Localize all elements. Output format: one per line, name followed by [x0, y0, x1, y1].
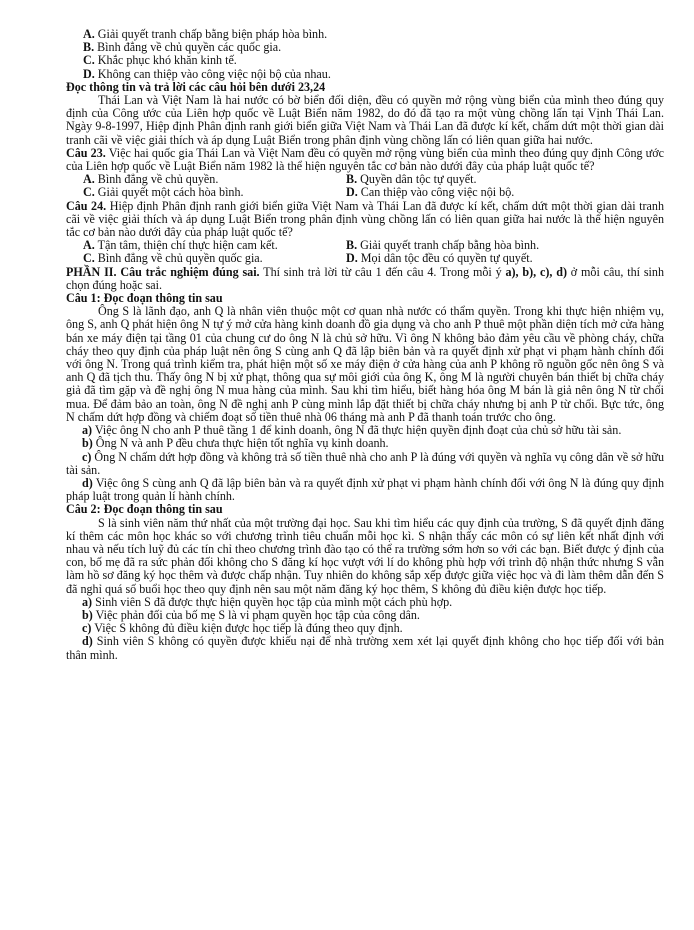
option-a: A. Giải quyết tranh chấp bằng biện pháp hòa bình.	[83, 27, 328, 41]
question-2-heading: Câu 2: Đọc đoạn thông tin sau	[66, 502, 223, 517]
question-2-item-b: b) Việc phản đối của bố mẹ S là vi phạm quyền học tập của công dân.	[82, 607, 420, 622]
part-2-instructions: PHẦN II. Câu trắc nghiệm đúng sai. Thí sinh trả lời từ câu 1 đến câu 4. Trong mỗi ý a), b), c), d) ở mỗi câu, thí sinh chọn đúng hoặc sai.	[66, 264, 664, 292]
question-1-item-d: d) Việc ông S cùng anh Q đã lập biên bản và ra quyết định xử phạt vi phạm hành chính đối với ông N là đúng quy định pháp luật trong quản lí hành chính.	[66, 475, 664, 504]
section-heading: Đọc thông tin và trả lời các câu hỏi bên dưới 23,24	[66, 79, 326, 94]
question-2-item-c: c) Việc S không đủ điều kiện được học tiếp là đúng theo quy định.	[82, 621, 403, 636]
question-24: Câu 24. Hiệp định Phân định ranh giới biển giữa Việt Nam và Thái Lan đã được kí kết, chấm dứt một thời gian dài tranh cãi về việc giải thích và áp dụng Luật Biển trong phân định vùng chồng lấn có liên quan giữa hai nước là thể hiện nguyên tắc cơ bản nào dưới đây của pháp luật quốc tế?	[66, 198, 664, 240]
q24-option-b: B. Giải quyết tranh chấp bằng hòa bình.	[346, 238, 540, 253]
option-b: B. Bình đẳng về chủ quyền các quốc gia.	[83, 40, 282, 55]
question-2-item-a: a) Sinh viên S đã được thực hiện quyền học tập của mình một cách phù hợp.	[82, 594, 453, 609]
question-2-passage: S là sinh viên năm thứ nhất của một trường đại học. Sau khi tìm hiểu các quy định của trường, S đã quyết định đăng kí thêm các môn học khác so với chương trình tiêu chuẩn mỗi học kì. S nhận thấy các môn có sự liên kết nhất định với nhau và nếu tích luỹ đủ các tín chỉ theo chương trình đào tạo có thể ra trường sớm hơn so với các bạn. Biết được ý định của con, bố mẹ đã ra sức phản đối không cho S đăng kí học vượt với lí do không phù hợp với trình độ nhận thức nhưng S vẫn làm hồ sơ đăng ký học thêm và được chấp nhận. Tuy nhiên do không sắp xếp được giữa việc học và đi làm thêm dẫn đến S đã nghỉ quá số buổi học theo quy định nên sau một năm đăng ký học thêm, S không đủ điều kiện được học tiếp.	[66, 515, 664, 596]
q23-option-a: A. Bình đẳng về chủ quyền.	[83, 172, 219, 187]
reading-passage: Thái Lan và Việt Nam là hai nước có bờ biển đối diện, đều có quyền mở rộng vùng biển của mình theo đúng quy định của Công ước của Liên hợp quốc về Luật Biển năm 1982, do đó đã tạo ra một vùng chồng lấn tại Vịnh Thái Lan. Ngày 9-8-1997, Hiệp định Phân định ranh giới biển giữa Việt Nam và Thái Lan đã được kí kết, chấm dứt một thời gian dài tranh cãi về việc giải thích và áp dụng Luật Biển trong phân định vùng chồng lấn có liên quan giữa hai nước.	[66, 93, 664, 147]
option-c: C. Khắc phục khó khăn kinh tế.	[83, 53, 237, 68]
q24-option-c: C. Bình đẳng về chủ quyền quốc gia.	[83, 251, 263, 266]
question-1-item-b: b) Ông N và anh P đều chưa thực hiện tốt nghĩa vụ kinh doanh.	[82, 436, 389, 451]
q23-option-d: D. Can thiệp vào công việc nội bộ.	[346, 185, 515, 200]
question-1-heading: Câu 1: Đọc đoạn thông tin sau	[66, 291, 223, 306]
question-1-item-a: a) Việc ông N cho anh P thuê tầng 1 để kinh doanh, ông N đã thực hiện quyền định đoạt của chủ sở hữu tài sản.	[82, 423, 622, 438]
q23-option-c: C. Giải quyết một cách hòa bình.	[83, 185, 244, 200]
question-1-item-c: c) Ông N chấm dứt hợp đồng và không trả số tiền thuê nhà cho anh P là đúng với quyền và nghĩa vụ công dân về sở hữu tài sản.	[66, 449, 665, 477]
question-1-passage: Ông S là lãnh đạo, anh Q là nhân viên thuộc một cơ quan nhà nước có thẩm quyền. Trong khi thực hiện nhiệm vụ, ông S, anh Q phát hiện ông N tự ý mở cửa hàng kinh doanh đồ gia dụng và cho anh P thuê một phần diện tích mở cửa hàng bán xe máy điện tại tầng 01 của chung cư do ông N là chủ sở hữu. Vì ông N không bảo đảm yêu cầu về phòng cháy, chữa cháy theo quy định của pháp luật nên ông S cùng anh Q đã lập biên bản và ra quyết định xử phạt vi phạm hành chính đối với ông N. Trong quá trình kiểm tra, phát hiện một số xe máy điện ở cửa hàng của anh P không rõ nguồn gốc nên ông S và anh Q đã tịch thu. Thấy ông N bị xử phạt, thông qua sự môi giới của ông K, ông M là người chuyên bán thiết bị chữa cháy giả đã tìm gặp và đề nghị ông N mua hàng của mình. Sau khi tìm hiểu, biết hàng hóa ông M bán là giả nên ông N từ chối mua. Để đảm bảo an toàn, ông N đề nghị anh P cùng mình lắp đặt thiết bị chữa cháy nhưng bị anh P từ chối. Bực tức, ông N chấm dứt hợp đồng và chiếm đoạt số tiền thuê nhà 06 tháng mà anh P đã thanh toán trước cho ông.	[66, 304, 664, 424]
question-23: Câu 23. Việc hai quốc gia Thái Lan và Việt Nam đều có quyền mở rộng vùng biển của mình theo đúng quy định Công ước của Liên hợp quốc về Luật Biển năm 1982 là thể hiện nguyên tắc cơ bản nào dưới đây của pháp luật quốc tế?	[66, 145, 664, 174]
q23-option-b: B. Quyền dân tộc tự quyết.	[346, 172, 477, 187]
option-d: D. Không can thiệp vào công việc nội bộ của nhau.	[83, 66, 331, 81]
q24-option-d: D. Mọi dân tộc đều có quyền tự quyết.	[346, 251, 533, 266]
q24-option-a: A. Tận tâm, thiện chí thực hiện cam kết.	[83, 238, 278, 253]
question-2-item-d: d) Sinh viên S không có quyền được khiếu nại để nhà trường xem xét lại quyết định không cho học tiếp đối với bản thân mình.	[66, 634, 664, 662]
